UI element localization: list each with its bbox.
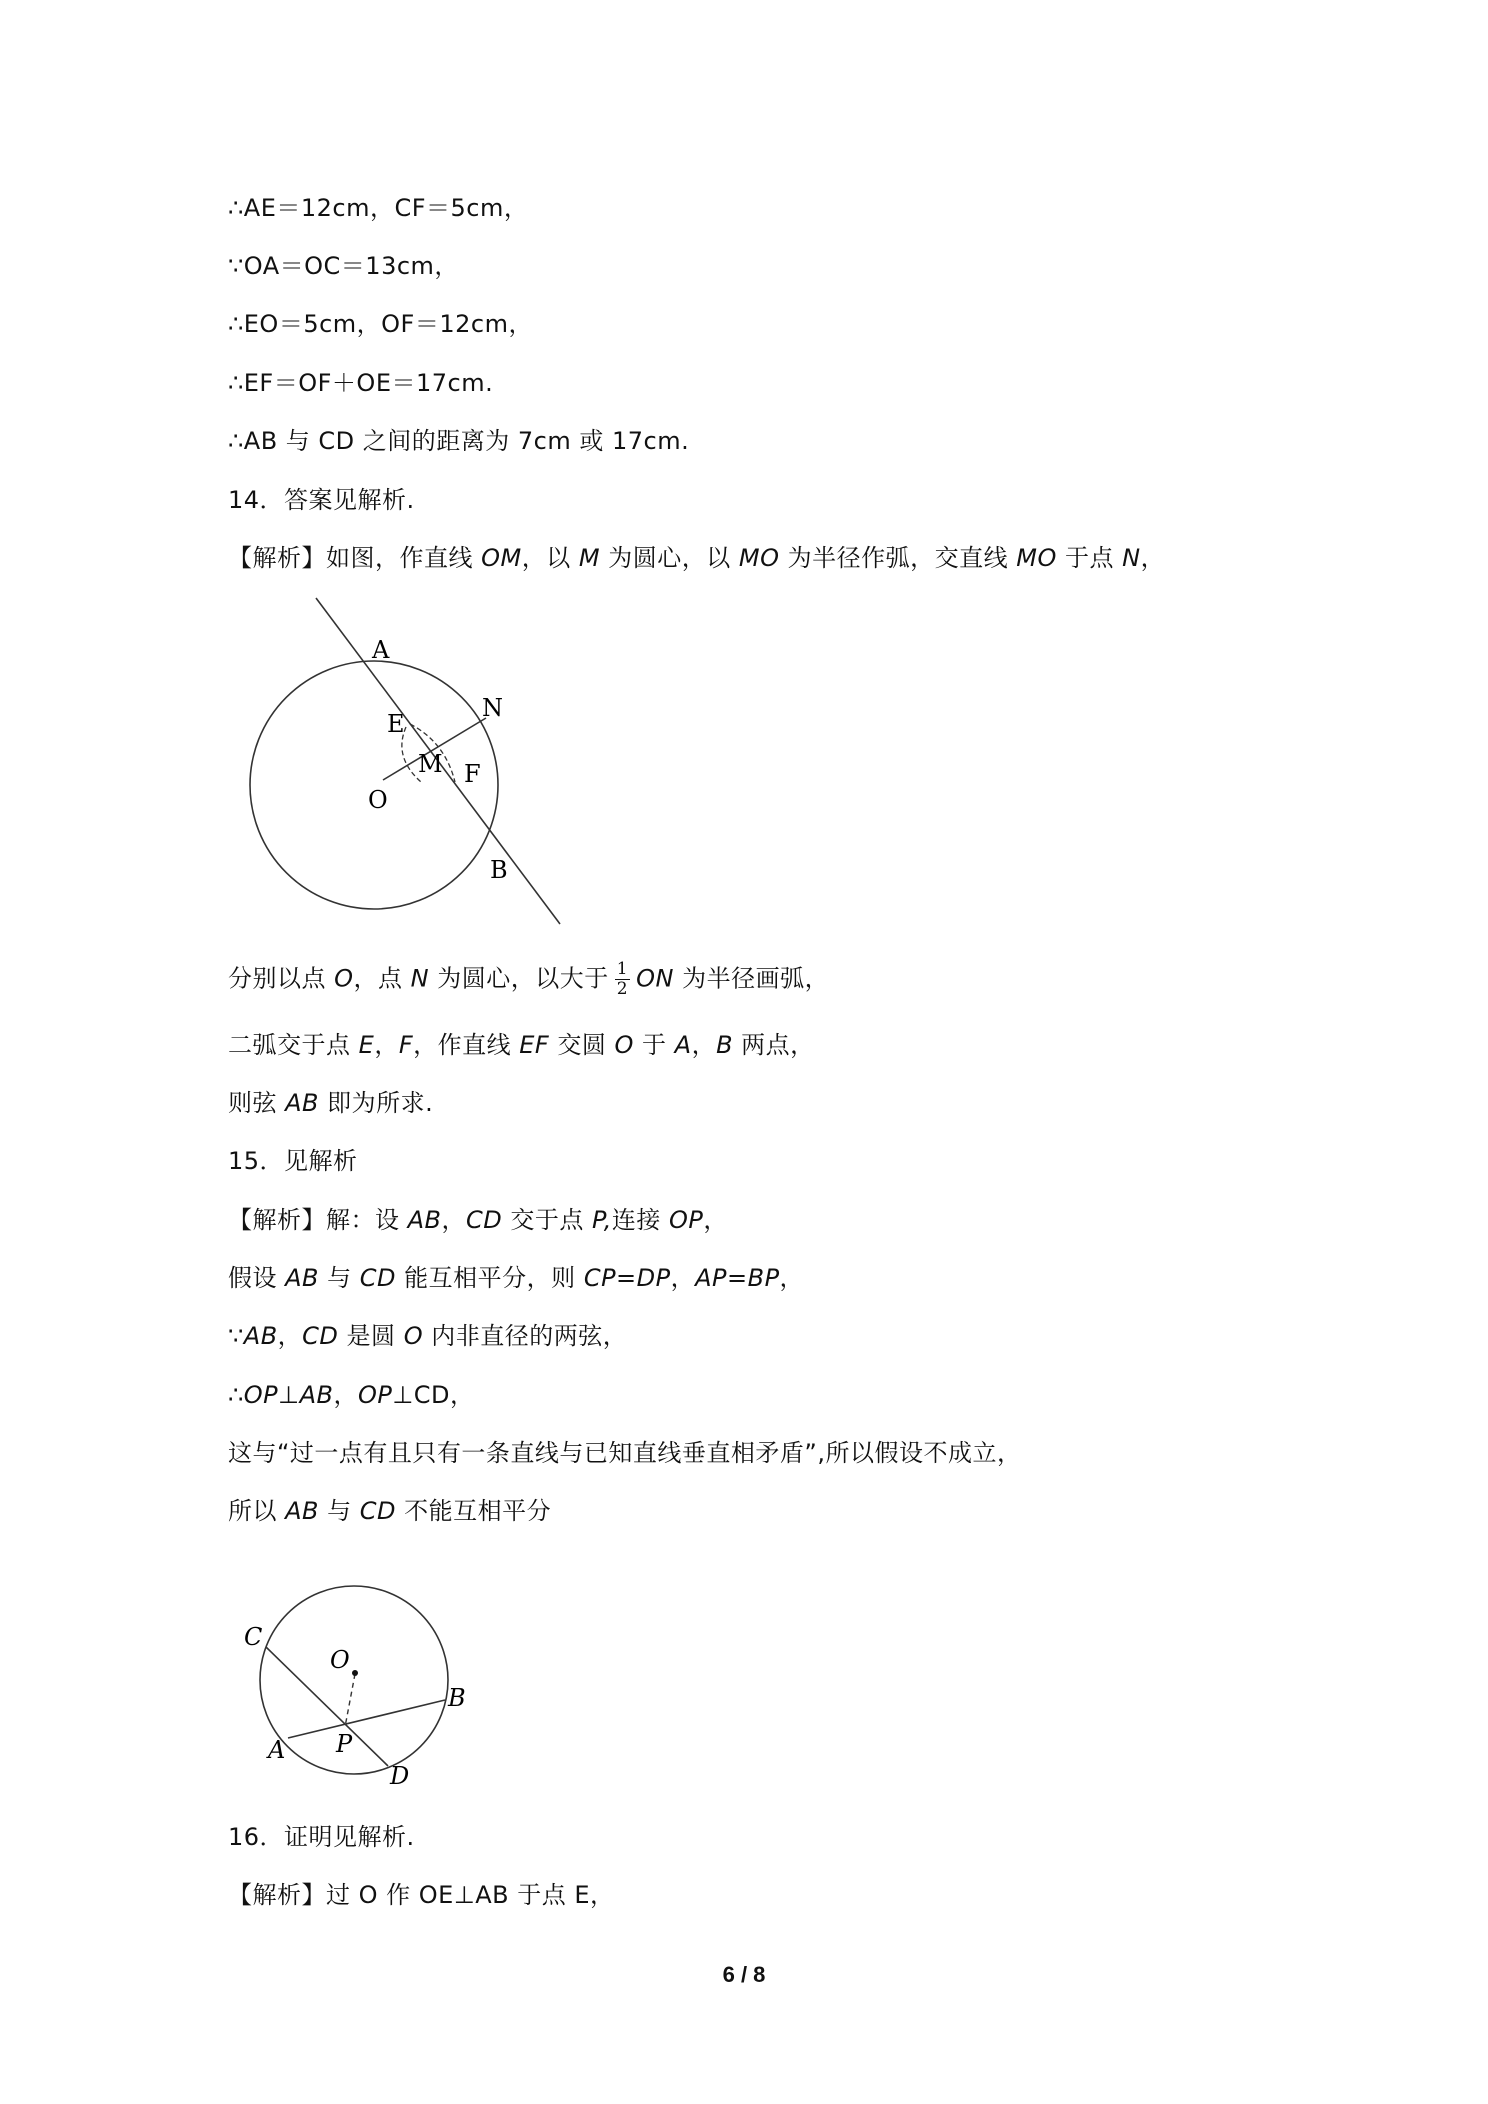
- q16-analysis-line: 【解析】过 O 作 OE⊥AB 于点 E，: [228, 1881, 615, 1909]
- proof-line: ∴EO＝5cm，OF＝12cm，: [228, 310, 533, 338]
- q15-analysis-line: 【解析】解：设 AB，CD 交于点 P,连接 OP，: [228, 1206, 728, 1234]
- question-15-heading: 15．见解析: [228, 1147, 358, 1175]
- q15-step-line: ∵AB，CD 是圆 O 内非直径的两弦，: [228, 1322, 628, 1350]
- label-p: P: [336, 1730, 353, 1758]
- q14-analysis-line: 【解析】如图，作直线 OM，以 M 为圆心，以 MO 为半径作弧，交直线 MO 于点 N，: [228, 544, 1166, 572]
- q14-step-line: 分别以点 O，点 N 为圆心，以大于 $\frac{1}{2}$ ON 为半径画弧，: [228, 959, 830, 999]
- label-d: D: [390, 1762, 410, 1790]
- figure-circle: [250, 661, 498, 909]
- segment-op: [345, 1674, 355, 1727]
- label-o: O: [368, 786, 388, 814]
- label-n: N: [482, 694, 503, 722]
- label-o: O: [330, 1646, 350, 1674]
- label-a: A: [268, 1736, 286, 1764]
- q14-step-line: 二弧交于点 E，F，作直线 EF 交圆 O 于 A，B 两点，: [228, 1031, 815, 1059]
- fraction-one-half: $\frac{1}{2}$: [616, 959, 629, 999]
- proof-line: ∵OA＝OC＝13cm，: [228, 252, 459, 280]
- question-14-heading: 14．答案见解析.: [228, 486, 415, 514]
- label-e: E: [387, 710, 405, 738]
- question-16-heading: 16．证明见解析.: [228, 1823, 415, 1851]
- center-point: [352, 1670, 358, 1676]
- proof-line: ∴EF＝OF＋OE＝17cm.: [228, 369, 494, 397]
- label-m: M: [418, 750, 443, 778]
- proof-line: ∴AE＝12cm，CF＝5cm，: [228, 194, 529, 222]
- label-b: B: [490, 856, 508, 884]
- label-c: C: [244, 1623, 263, 1651]
- label-b: B: [448, 1684, 466, 1712]
- label-f: F: [464, 760, 481, 788]
- q15-circle-figure: [230, 1570, 490, 1800]
- q15-step-line: 这与“过一点有且只有一条直线与已知直线垂直相矛盾”,所以假设不成立，: [228, 1439, 1022, 1467]
- q14-circle-figure: [250, 592, 550, 932]
- proof-conclusion: ∴AB 与 CD 之间的距离为 7cm 或 17cm.: [228, 427, 690, 455]
- q15-step-line: ∴OP⊥AB，OP⊥CD，: [228, 1381, 475, 1409]
- page-number: 6 / 8: [722, 1962, 766, 1987]
- q14-conclusion: 则弦 AB 即为所求.: [228, 1089, 434, 1117]
- chord-ab: [288, 1700, 445, 1738]
- label-a: A: [372, 636, 390, 664]
- q15-conclusion: 所以 AB 与 CD 不能互相平分: [228, 1497, 552, 1525]
- figure-circle: [260, 1586, 448, 1774]
- q15-step-line: 假设 AB 与 CD 能互相平分，则 CP=DP，AP=BP，: [228, 1264, 805, 1292]
